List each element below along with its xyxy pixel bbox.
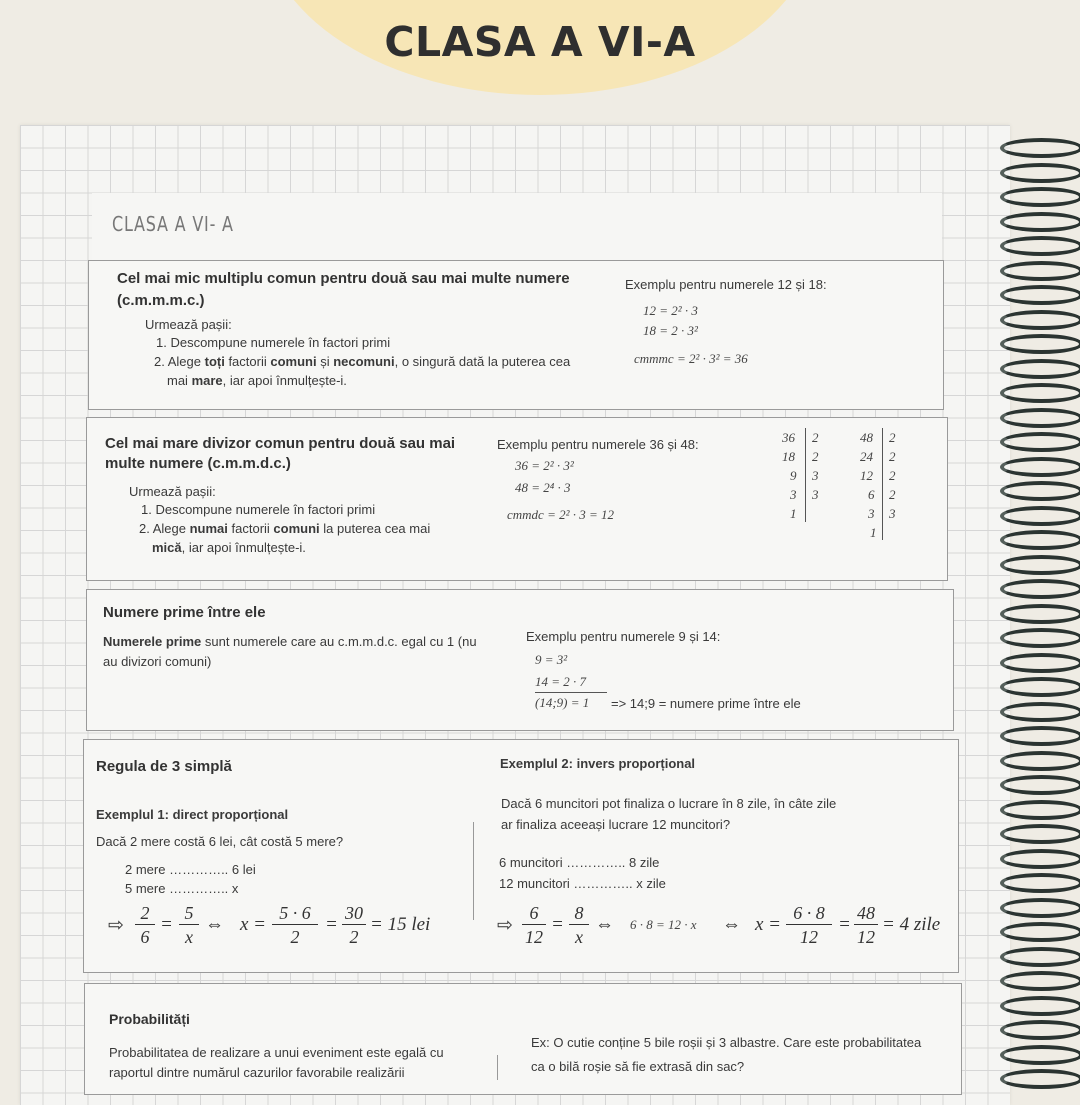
cmmdc-title: Cel mai mare divizor comun pentru două sau mai <box>105 435 456 452</box>
spiral-coil <box>1000 873 1080 893</box>
cmmmc-example-title: Exemplu pentru numerele 12 și 18: <box>625 277 827 292</box>
equals-sign: = <box>160 914 173 935</box>
spiral-coil <box>1000 971 1080 991</box>
spiral-coil <box>1000 236 1080 256</box>
page-title: CLASA A VI-A <box>384 18 696 66</box>
cmmmc-step2: 2. Alege toți factorii comuni și necomuni, o singură dată la puterea cea <box>154 354 571 369</box>
sheet-title: CLASA A VI- A <box>112 212 234 236</box>
rule3-ex2-question-cont: ar finaliza aceeași lucrare 12 muncitori? <box>501 817 731 832</box>
rule3-ex1-fraction: $\frac{5 \cdot 6}{2}$ <box>272 902 318 949</box>
rule3-ex1-x: x = <box>240 914 267 935</box>
cmmdc-step1: 1. Descompune numerele în factori primi <box>141 502 376 517</box>
spiral-coil <box>1000 334 1080 354</box>
rule3-ex1-fraction: $\frac{5}{x}$ <box>179 902 199 949</box>
spiral-coil <box>1000 555 1080 575</box>
cmmdc-title-line2: multe numere (c.m.m.d.c.) <box>105 455 291 472</box>
decomp-48-factor: 3 <box>889 506 896 521</box>
rule3-ex2-result: = 4 zile <box>882 914 941 935</box>
prime-definition: Numerele prime sunt numerele care au c.m.m.d.c. egal cu 1 (nu <box>103 634 477 649</box>
rule3-ex1-fraction: $\frac{2}{6}$ <box>135 902 155 949</box>
spiral-coil <box>1000 310 1080 330</box>
rule3-ex2-fraction: $\frac{6 \cdot 8}{12}$ <box>786 902 832 949</box>
rule3-ex1-row1: 2 mere ………….. 6 lei <box>125 862 256 877</box>
decomp-48-factor: 2 <box>889 449 896 464</box>
cmmdc-example-title: Exemplu pentru numerele 36 și 48: <box>497 437 699 452</box>
probability-example-cont: ca o bilă roșie să fie extrasă din sac? <box>531 1059 745 1074</box>
spiral-coil <box>1000 726 1080 746</box>
rule3-ex2-title: Exemplul 2: invers proporțional <box>500 756 696 771</box>
spiral-coil <box>1000 1069 1080 1089</box>
spiral-coil <box>1000 775 1080 795</box>
cmmmc-eq2: 18 = 2 · 3² <box>643 323 698 338</box>
spiral-coil <box>1000 996 1080 1016</box>
spiral-coil <box>1000 138 1080 158</box>
spiral-coil <box>1000 432 1080 452</box>
rule3-ex2-fraction: $\frac{6}{12}$ <box>522 902 546 949</box>
decomp-36-value: 36 <box>782 430 795 445</box>
equals-sign: = <box>838 914 851 935</box>
decomp-48-value: 6 <box>868 487 875 502</box>
spiral-coil <box>1000 285 1080 305</box>
probability-definition: Probabilitatea de realizare a unui eveniment este egală cu <box>109 1045 444 1060</box>
implies-arrow-icon: ⇨ <box>497 915 513 936</box>
spiral-coil <box>1000 212 1080 232</box>
decomp-36-factor: 2 <box>812 449 819 464</box>
iff-arrow-icon: ⇔ <box>205 914 224 935</box>
spiral-coil <box>1000 506 1080 526</box>
spiral-coil <box>1000 702 1080 722</box>
rule3-ex2-question: Dacă 6 muncitori pot finaliza o lucrare în 8 zile, în câte zile <box>501 796 837 811</box>
decomp-36-divider <box>805 428 806 522</box>
cmmmc-step1: 1. Descompune numerele în factori primi <box>156 335 391 350</box>
rule3-ex2-product: 6 · 8 = 12 · x <box>630 917 697 932</box>
rule3-ex2-fraction: $\frac{8}{x}$ <box>569 902 589 949</box>
spiral-coil <box>1000 579 1080 599</box>
decomp-48-value: 48 <box>860 430 873 445</box>
probability-definition-cont: raportul dintre numărul cazurilor favorabile realizării <box>109 1065 405 1080</box>
rule3-ex1-row2: 5 mere ………….. x <box>125 881 239 896</box>
cmmmc-title: Cel mai mic multiplu comun pentru două sau mai multe numere <box>117 270 570 287</box>
prime-underline <box>535 692 607 693</box>
rule3-ex1-title: Exemplul 1: direct proporțional <box>96 807 289 822</box>
decomp-36-value: 18 <box>782 449 795 464</box>
prime-eq1: 9 = 3² <box>535 652 568 667</box>
decomp-48-value: 24 <box>860 449 873 464</box>
spiral-coil <box>1000 530 1080 550</box>
decomp-36-factor: 3 <box>812 468 819 483</box>
decomp-48-factor: 2 <box>889 430 896 445</box>
prime-example-title: Exemplu pentru numerele 9 și 14: <box>526 629 721 644</box>
spiral-coil <box>1000 261 1080 281</box>
rule3-ex1-fraction: $\frac{30}{2}$ <box>342 902 366 949</box>
cmmdc-eq1: 36 = 2² · 3² <box>515 458 574 473</box>
spiral-coil <box>1000 628 1080 648</box>
rule3-ex1-result: = 15 lei <box>370 914 431 935</box>
decomp-48-value: 12 <box>860 468 873 483</box>
decomp-48-value: 3 <box>868 506 875 521</box>
spiral-coil <box>1000 359 1080 379</box>
spiral-coil <box>1000 604 1080 624</box>
cmmmc-steps-label: Urmează pașii: <box>145 317 232 332</box>
cmmmc-step2-cont: mai mare, iar apoi înmulțește-i. <box>167 373 347 388</box>
cmmdc-step2: 2. Alege numai factorii comuni la puterea cea mai <box>139 521 431 536</box>
rule3-ex2-fraction: $\frac{48}{12}$ <box>854 902 878 949</box>
spiral-coil <box>1000 824 1080 844</box>
equals-sign: = <box>325 914 338 935</box>
iff-arrow-icon: ⇔ <box>722 914 741 935</box>
prime-conclusion: => 14;9 = numere prime între ele <box>611 696 801 711</box>
spiral-coil <box>1000 187 1080 207</box>
spiral-coil <box>1000 677 1080 697</box>
cmmdc-steps-label: Urmează pașii: <box>129 484 216 499</box>
iff-arrow-icon: ⇔ <box>595 914 614 935</box>
rule3-ex2-row1: 6 muncitori ………….. 8 zile <box>499 855 660 870</box>
spiral-coil <box>1000 408 1080 428</box>
decomp-36-factor: 3 <box>812 487 819 502</box>
decomp-48-value: 1 <box>870 525 877 540</box>
spiral-coil <box>1000 947 1080 967</box>
probability-title: Probabilități <box>109 1011 190 1027</box>
prime-definition-cont: au divizori comuni) <box>103 654 212 669</box>
prime-eq2: 14 = 2 · 7 <box>535 674 587 689</box>
decomp-48-factor: 2 <box>889 468 896 483</box>
decomp-36-value: 3 <box>790 487 797 502</box>
cmmdc-eq2: 48 = 2⁴ · 3 <box>515 480 571 495</box>
prime-title: Numere prime între ele <box>103 604 266 621</box>
decomp-36-value: 9 <box>790 468 797 483</box>
spiral-coil <box>1000 457 1080 477</box>
decomp-48-divider <box>882 428 883 540</box>
implies-arrow-icon: ⇨ <box>108 915 124 936</box>
cmmmc-eq3: cmmmc = 2² · 3² = 36 <box>634 351 748 366</box>
decomp-36-factor: 2 <box>812 430 819 445</box>
spiral-coil <box>1000 898 1080 918</box>
prime-eq3: (14;9) = 1 <box>535 695 590 710</box>
rule3-title: Regula de 3 simplă <box>96 758 232 775</box>
cmmdc-eq3: cmmdc = 2² · 3 = 12 <box>507 507 615 522</box>
rule3-divider <box>473 822 474 920</box>
decomp-48-factor: 2 <box>889 487 896 502</box>
cmmmc-eq1: 12 = 2² · 3 <box>643 303 698 318</box>
equals-sign: = <box>551 914 564 935</box>
spiral-coil <box>1000 922 1080 942</box>
cmmdc-step2-cont: mică, iar apoi înmulțește-i. <box>152 540 306 555</box>
spiral-coil <box>1000 751 1080 771</box>
spiral-coil <box>1000 163 1080 183</box>
spiral-coil <box>1000 1045 1080 1065</box>
spiral-coil <box>1000 481 1080 501</box>
rule3-ex2-x: x = <box>755 914 782 935</box>
spiral-coil <box>1000 653 1080 673</box>
spiral-coil <box>1000 800 1080 820</box>
probability-example: Ex: O cutie conține 5 bile roșii și 3 albastre. Care este probabilitatea <box>531 1035 922 1050</box>
spiral-coil <box>1000 1020 1080 1040</box>
spiral-coil <box>1000 849 1080 869</box>
cmmmc-title-line2: (c.m.m.m.c.) <box>117 292 205 309</box>
probability-divider <box>497 1055 498 1080</box>
decomp-36-value: 1 <box>790 506 797 521</box>
rule3-ex1-question: Dacă 2 mere costă 6 lei, cât costă 5 mere? <box>96 834 344 849</box>
rule3-ex2-row2: 12 muncitori ………….. x zile <box>499 876 666 891</box>
spiral-coil <box>1000 383 1080 403</box>
